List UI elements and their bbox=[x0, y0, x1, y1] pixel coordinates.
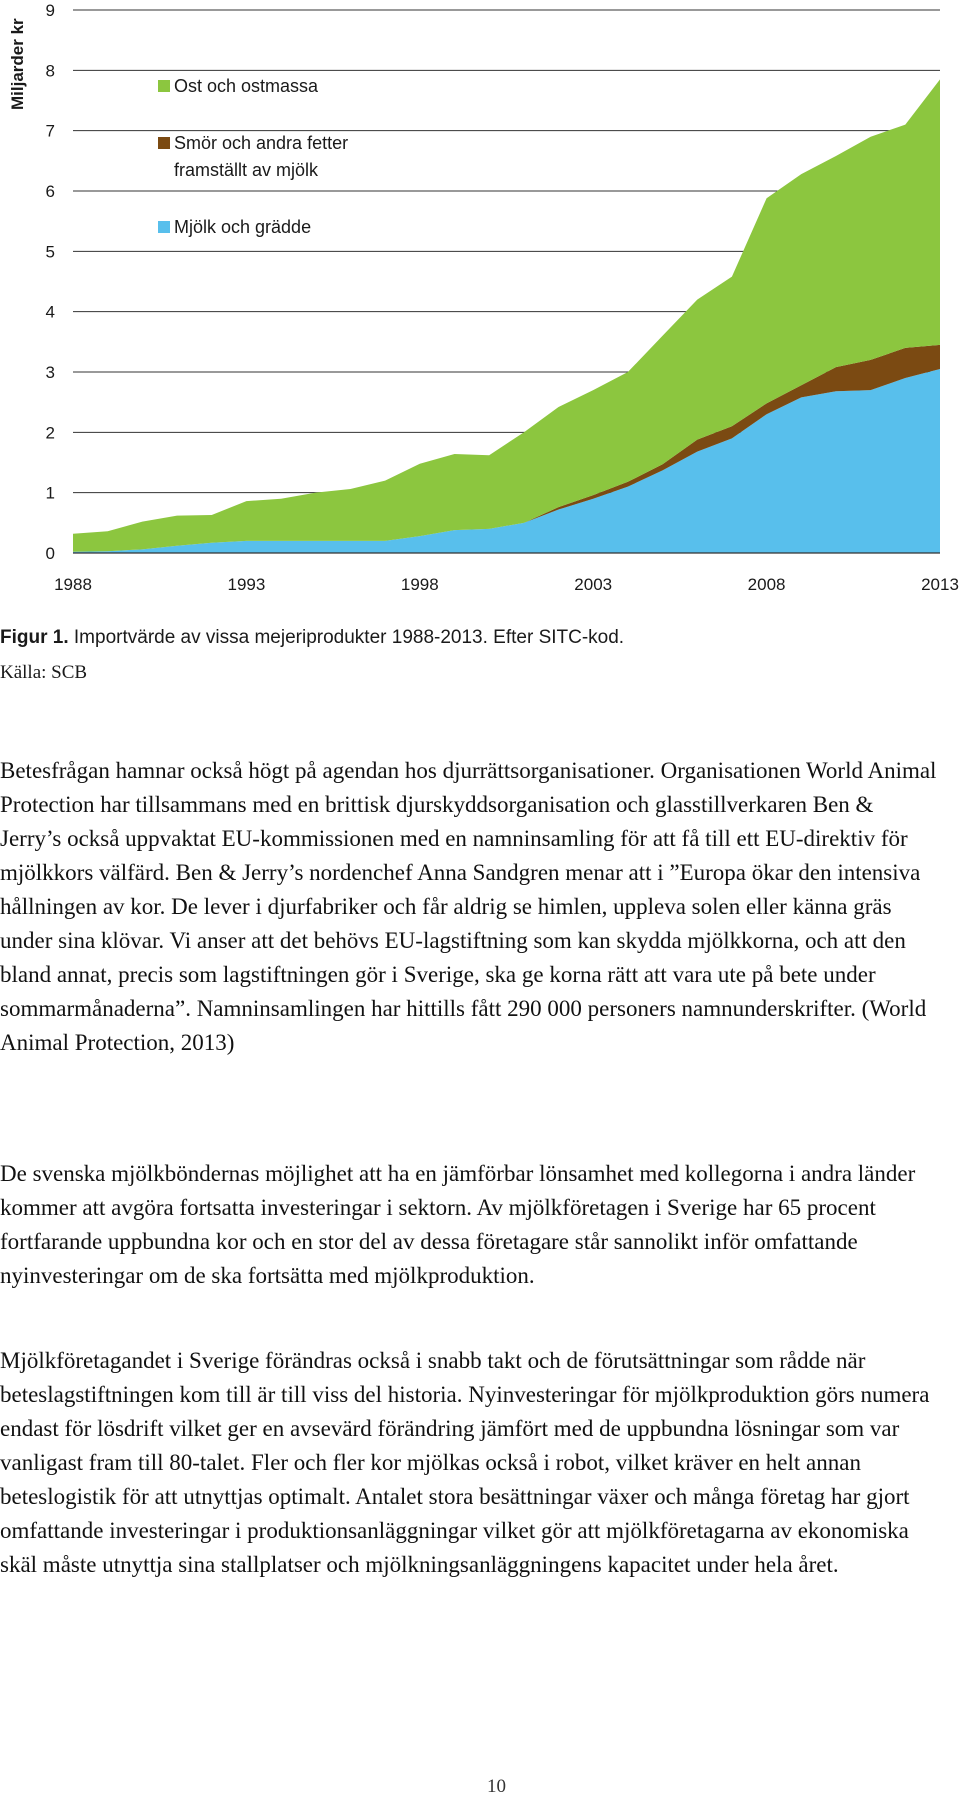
figure-chart bbox=[0, 0, 960, 600]
x-tick-label: 1988 bbox=[54, 575, 92, 594]
y-tick-label: 1 bbox=[45, 483, 55, 503]
y-tick-label: 9 bbox=[45, 1, 55, 20]
y-tick-label: 2 bbox=[45, 423, 55, 443]
legend-label-line: framställt av mjölk bbox=[174, 160, 319, 180]
y-tick-label: 8 bbox=[45, 61, 55, 81]
page-number: 10 bbox=[487, 1776, 506, 1797]
figure-caption bbox=[0, 627, 960, 649]
caption-text: Importvärde av vissa mejeriprodukter 1988-2013. Efter SITC-kod. bbox=[68, 627, 625, 648]
legend-swatch bbox=[158, 80, 170, 92]
paragraph-1: Betesfrågan hamnar också högt på agendan hos djurrättsorganisationer. Organisationen World Animal Protection har tillsammans med en brittisk djurskyddsorganisation och glasstillverkaren Ben & Jerry’s också uppvaktat EU-kommissionen med en namninsamling för att få till ett EU-direktiv för mjölkkors välfärd. Ben & Jerry’s nordenchef Anna Sandgren menar att i ”Europa ökar den intensiva hållningen av kor. De lever i djurfabriker och får aldrig se himlen, uppleva solen eller känna gräs under sina klövar. Vi anser att det behövs EU-lagstiftning som kan skydda mjölkkorna, och att den bland annat, precis som lagstiftningen gör i Sverige, ska ge korna rätt att vara ute på bete under sommarmånaderna”. Namninsamlingen har hittills fått 290 000 personers namnunderskrifter. (World Animal Protection, 2013) bbox=[0, 758, 937, 1055]
y-tick-label: 0 bbox=[45, 544, 55, 563]
figure-source: Källa: SCB bbox=[0, 662, 88, 683]
x-tick-label: 2013 bbox=[921, 575, 959, 594]
x-tick-label: 1998 bbox=[400, 575, 439, 594]
legend-label: Mjölk och grädde bbox=[174, 217, 312, 237]
y-axis-label: Miljarder kr bbox=[8, 18, 27, 110]
y-tick-label: 3 bbox=[45, 363, 55, 382]
legend-swatch bbox=[158, 221, 170, 233]
y-tick-label: 5 bbox=[45, 242, 55, 262]
legend-label bbox=[174, 133, 348, 180]
legend-swatch bbox=[158, 137, 170, 149]
x-tick-label: 1993 bbox=[227, 575, 266, 594]
paragraph-3: Mjölkföretagandet i Sverige förändras också i snabb takt och de förutsättningar som rådde när beteslagstiftningen kom till är till viss del historia. Nyinvesteringar för mjölkproduktion görs numera endast för lösdrift vilket ger en avsevärd förändring jämfört med de uppbundna lösningar som var vanligast fram till 80-talet. Fler och fler kor mjölkas också i robot, vilket kräver en helt annan beteslogistik för att utnyttjas optimalt. Antalet stora besättningar växer och många företag har gjort omfattande investeringar i produktionsanläggningar vilket gör att mjölkföretagarna av ekonomiska skäl måste utnyttja sina stallplatser och mjölkningsanläggningens kapacitet under hela året. bbox=[0, 1348, 930, 1577]
caption-label: Figur 1. bbox=[0, 627, 69, 648]
y-tick-label: 4 bbox=[45, 302, 55, 322]
y-tick-label: 6 bbox=[45, 182, 55, 201]
legend-label-line: Smör och andra fetter bbox=[174, 133, 349, 153]
x-tick-label: 2008 bbox=[747, 575, 786, 594]
y-tick-label: 7 bbox=[45, 121, 55, 141]
x-tick-label: 2003 bbox=[574, 575, 613, 594]
legend-label: Ost och ostmassa bbox=[174, 76, 319, 96]
paragraph-2: De svenska mjölkböndernas möjlighet att ha en jämförbar lönsamhet med kollegorna i andra länder kommer att avgöra fortsatta investeringar i sektorn. Av mjölkföretagen i Sverige har 65 procent fortfarande uppbundna kor och en stor del av dessa företagare står sannolikt inför omfattande nyinvesteringar om de ska fortsätta med mjölkproduktion. bbox=[0, 1161, 916, 1288]
stacked-area-chart bbox=[0, 0, 960, 600]
